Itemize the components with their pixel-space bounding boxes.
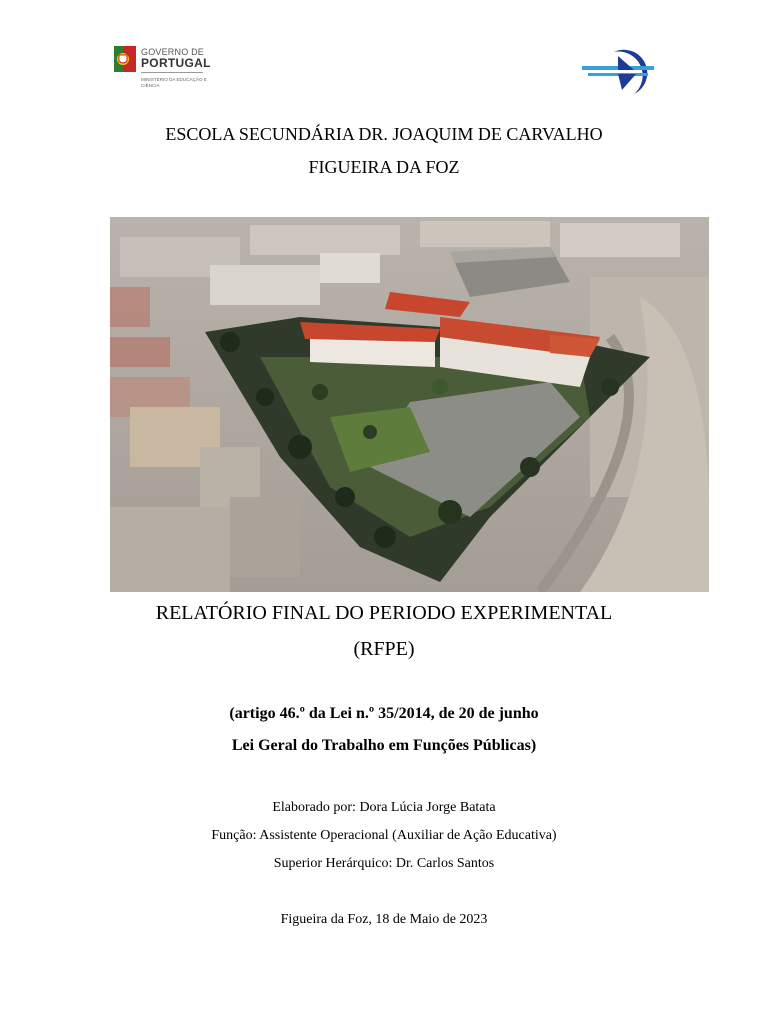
- role-line: Função: Assistente Operacional (Auxiliar de Ação Educativa): [211, 828, 557, 843]
- document-date: Figueira da Foz, 18 de Maio de 2023: [280, 912, 488, 927]
- gov-logo-ministry: MINISTÉRIO DA EDUCAÇÃO E CIÊNCIA: [141, 77, 207, 88]
- author-line: Elaborado por: Dora Lúcia Jorge Batata: [272, 800, 496, 815]
- government-logo: [114, 44, 214, 96]
- report-acronym: (RFPE): [353, 638, 415, 660]
- gov-logo-divider: [141, 72, 203, 73]
- school-city: FIGUEIRA DA FOZ: [308, 157, 460, 177]
- gov-logo-line1: GOVERNO DE: [141, 47, 205, 57]
- report-title: RELATÓRIO FINAL DO PERIODO EXPERIMENTAL: [155, 602, 613, 624]
- portugal-shield-icon: [114, 46, 136, 72]
- legal-law-name: Lei Geral do Trabalho em Funções Públicas): [231, 737, 537, 754]
- gov-logo-line2: PORTUGAL: [141, 56, 211, 70]
- superior-line: Superior Herárquico: Dr. Carlos Santos: [273, 856, 495, 871]
- school-name: ESCOLA SECUNDÁRIA DR. JOAQUIM DE CARVALHO: [165, 124, 603, 144]
- aerial-school-photo: [110, 217, 709, 592]
- legal-reference: (artigo 46.º da Lei n.º 35/2014, de 20 de junho: [229, 705, 539, 722]
- school-emblem-icon: [578, 44, 658, 98]
